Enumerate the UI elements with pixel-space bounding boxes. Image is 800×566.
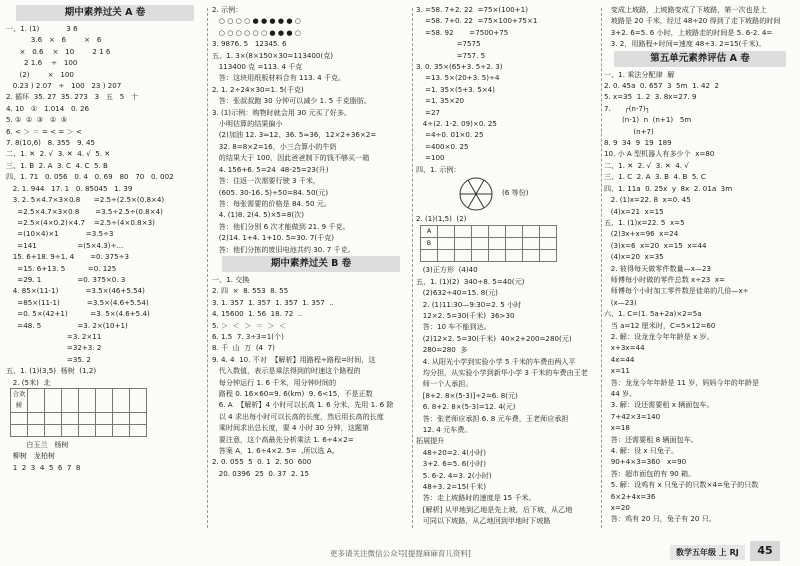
answer-line: 3+2. 6=5. 6 小时，上坡路走的时间是 5. 6-2. 4= bbox=[604, 27, 773, 37]
answer-line: 2. 0. 055 5 0. 1 2. 50 600 bbox=[212, 457, 312, 467]
answer-line: x=20 bbox=[604, 503, 630, 513]
answer-line: =1. 35×(5+3. 5×4) bbox=[416, 84, 495, 94]
answer-line: 二、1. ✕ 2. √ 3. ✕ 4. √ bbox=[604, 160, 689, 170]
answer-line: 5. ① ① ③ ① ⑤ bbox=[6, 115, 68, 125]
answer-line: =(10×4)×1 =3.5÷3 bbox=[6, 229, 114, 239]
answer-line: (2)632÷40=15. 8(元) bbox=[416, 288, 498, 298]
answer-line: 0.23 ) 2.07 ÷ 100 23 ) 207 bbox=[6, 81, 122, 91]
grid-cell bbox=[540, 250, 557, 262]
grid-cell bbox=[455, 237, 472, 249]
answer-line: (n-1) n (n+1) 5m bbox=[604, 115, 692, 125]
answer-line: 1 2 3 4 5 6 7 8 bbox=[6, 462, 81, 472]
answer-line: =141 =(5×4.3)÷... bbox=[6, 240, 124, 250]
answer-line: 12×2. 5=30(千米) 36>30 bbox=[416, 310, 515, 320]
answer-column-1 bbox=[6, 4, 204, 534]
answer-column-4 bbox=[604, 4, 796, 534]
answer-line: 均分担，从实验小学到新华小学 3 千米的车费由王老 bbox=[416, 367, 588, 377]
answer-line: =29. 1 =0. 375×0. 3 bbox=[6, 274, 126, 284]
answer-line: 一、1. (1) 3 6 bbox=[6, 24, 78, 33]
coordinate-grid bbox=[10, 388, 204, 437]
answer-line: 2. (1)x=22. 8 x=0. 45 bbox=[604, 195, 691, 205]
answer-column-3 bbox=[416, 4, 602, 534]
column-divider bbox=[412, 8, 413, 528]
answer-line: 答：还需要租 8 辆面包车。 bbox=[604, 434, 698, 444]
answer-line: 五、1. (1)(2) 340÷8. 5=40(元) bbox=[416, 276, 525, 286]
grid-cell bbox=[62, 424, 79, 436]
answer-line: 4. 从阳光小学到实验小学 5 千米的车费由两人平 bbox=[416, 356, 576, 366]
answer-line: x+3x=44 bbox=[604, 343, 645, 353]
answer-line: 当 a=12 厘米时，C=5×12=60 bbox=[604, 320, 716, 330]
answer-line: 六、1. C=(1. 5a+2a)×2=5a bbox=[604, 309, 702, 319]
answer-line: (3)正方形 (4)40 bbox=[416, 265, 478, 275]
answer-line: 3. =58. 7+2. 22 =75×(100+1) bbox=[416, 5, 528, 14]
answer-line: 4. 85×(11-1) =3.5×(46+5.54) bbox=[6, 286, 145, 296]
answer-line: 五、1. 3×(8×150×30=113400(克) bbox=[212, 50, 334, 60]
answer-line: 6. 8+2. 8×(5-3)=12. 4(元) bbox=[416, 402, 516, 412]
grid-cell: 合欢树 bbox=[11, 389, 28, 413]
grid-cell bbox=[113, 389, 130, 413]
answer-line: 2. 0. 45a 0. 657 3 5m 1. 42 2 bbox=[604, 81, 720, 91]
answer-line: (2)加油 12. 3≈12、36. 5≈36，12×2+36×2= bbox=[212, 130, 377, 140]
answer-line: 48÷3. 2=15(千米) bbox=[416, 482, 486, 492]
answer-line: 5. 解：设鸡有 x 只兔子的只数×4=兔子的只数 bbox=[604, 480, 759, 490]
answer-line: 4. 10 ① 1.014 0. 26 bbox=[6, 103, 90, 113]
grid-cell bbox=[489, 237, 506, 249]
grid-cell bbox=[523, 225, 540, 237]
answer-line: x=11 bbox=[604, 366, 630, 376]
answer-line: 四、1. 11a 0. 25x y 8x 2. 01a 3m bbox=[604, 183, 733, 193]
column-divider bbox=[601, 8, 602, 528]
answer-line: 乘时间求出总长度，要 4 小时 30 分钟，这题第 bbox=[212, 423, 370, 433]
answer-line: 32. 8=8×2=16，小三合算小的牛奶 bbox=[212, 141, 337, 151]
answer-line: 2. 解：设龙龙今年年龄是 x 岁。 bbox=[604, 331, 714, 341]
circle-sector-line bbox=[468, 194, 476, 208]
answer-line: 10. 小 A 型机器人有多少个 x=80 bbox=[604, 149, 715, 159]
answer-line: [解析] 从甲地到乙地是先上坡，后下坡，从乙地 bbox=[416, 504, 573, 514]
grid-cell: B bbox=[421, 237, 438, 249]
coordinate-grid bbox=[420, 225, 602, 263]
answer-line: 坡路是 20 千米，经过 48÷20 得到了走下坡路的时间 bbox=[604, 16, 781, 26]
grid-cell bbox=[28, 389, 45, 413]
answer-line: 一、1. 交换 bbox=[212, 274, 250, 284]
answer-line: 3.6 × 6 × 6 bbox=[6, 35, 102, 45]
answer-line: 2. 循环 35. 27 35. 273 3 五 5 十 bbox=[6, 92, 139, 102]
answer-line: 答：这块用纸板材料合有 113. 4 千克。 bbox=[212, 73, 346, 83]
answer-line: 代入数值，表示是乘法得到的时速这个路程的 bbox=[212, 366, 361, 376]
answer-line: 答：龙龙今年年龄是 11 岁，妈妈今年的年龄是 bbox=[604, 377, 760, 387]
answer-line: =3. 2×11 bbox=[6, 331, 102, 341]
grid-cell bbox=[45, 424, 62, 436]
answer-line: 答：10 车不能到达。 bbox=[416, 322, 491, 332]
answer-line: 5. ＞ ＜ ＞ ＝ ＞ ＜ bbox=[212, 320, 287, 330]
answer-line: 6×2+4x=36 bbox=[604, 491, 656, 501]
answer-line: 答案 A，1. 6÷4×2. 5= ,所以选 A。 bbox=[212, 446, 339, 456]
answer-line: (4)x=20 x=35 bbox=[604, 252, 664, 262]
answer-line: (2)12×2. 5=30(千米) 40×2+200=280(元) bbox=[416, 333, 572, 343]
answer-line: 答：他们分别 6 次才能做到 21. 9 千克。 bbox=[212, 221, 350, 231]
grid-cell bbox=[130, 424, 147, 436]
answer-line: 4÷(2. 1-2. 09)×0. 25 bbox=[416, 119, 497, 129]
answer-line: 7+42×3=140 bbox=[604, 411, 661, 421]
answer-line: 答：张老师应承担 6. 8 元车费，王老师应承担 bbox=[416, 413, 569, 423]
answer-line: 20. 0396 25 0. 37 2. 15 bbox=[212, 468, 310, 478]
answer-line: 答：每张需要的价格是 84. 50 元。 bbox=[212, 198, 331, 208]
answer-line: 五、1. (1)x=22. 5 x=5 bbox=[604, 217, 685, 227]
answer-line: 2 1.6 ÷ 100 bbox=[6, 58, 78, 68]
answer-line: 二、1. ✕ 2. √ 3. ✕ 4. √ 5. ✕ bbox=[6, 149, 111, 159]
grid-cell bbox=[79, 424, 96, 436]
answer-line: 3. 2，用路程÷时间=速度 48÷3. 2=15(千米)。 bbox=[604, 39, 766, 49]
answer-line: 44 岁。 bbox=[604, 389, 637, 398]
answer-line: 2. 1. 2÷24×30=1. 5(千克) bbox=[212, 84, 304, 94]
grid-cell bbox=[506, 250, 523, 262]
answer-line: =4÷0. 01×0. 25 bbox=[416, 130, 484, 140]
answer-line: =58. 92 =7500+75 bbox=[416, 27, 509, 37]
answer-line: =32+3. 2 bbox=[6, 343, 102, 353]
answer-line: 9. 4. 4 10. 不对 【解析】用路程÷路程=时间，这 bbox=[212, 354, 376, 364]
answer-line: 3. 1. 357 1. 357 1. 357 1. 357 .. bbox=[212, 297, 334, 307]
answer-line: 一、1. 乘法分配律 解 bbox=[604, 69, 675, 79]
answer-line: =15. 6+13. 5 =0. 125 bbox=[6, 263, 117, 273]
answer-line: 路程 0. 16×60=9. 6(km) 9. 6<15，不是正数 bbox=[212, 389, 373, 398]
grid-cell bbox=[438, 225, 455, 237]
answer-line: 答：往返一次需要行驶 3 千米， bbox=[212, 176, 321, 186]
grid-cell bbox=[28, 424, 45, 436]
answer-line: 要注意，这个高最先分析乘法 1. 6÷4×2= bbox=[212, 434, 354, 444]
page-footer bbox=[0, 540, 800, 566]
answer-line: × 0.6 × 10 2 1 6 bbox=[6, 46, 111, 56]
answer-line: 3. (1)示例：购物时就会用 30 元买了好多。 bbox=[212, 107, 352, 117]
answer-line: =100 bbox=[416, 153, 445, 163]
grid-cell bbox=[79, 389, 96, 413]
answer-line: 答：鸡有 20 只，兔子有 20 只。 bbox=[604, 514, 716, 524]
grid-cell bbox=[489, 250, 506, 262]
answer-line: (2) × 100 bbox=[6, 69, 74, 79]
answer-line: (4)x=21 x=15 bbox=[604, 206, 664, 216]
circle-sector-line bbox=[476, 180, 484, 194]
answer-line: =0. 5×(42+1) =3. 5×(4.6+5.4) bbox=[6, 309, 150, 319]
answer-line: 答：超市面包的有 90 箱。 bbox=[604, 468, 696, 478]
grid-cell bbox=[455, 225, 472, 237]
circle-label: (6 等份) bbox=[502, 188, 529, 198]
answer-line: 白玉兰 杨树 bbox=[6, 439, 69, 449]
answer-line: =1. 35×20 bbox=[416, 96, 464, 106]
answer-line: 4x=44 bbox=[604, 354, 635, 364]
answer-line: 48÷20=2. 4(小时) bbox=[416, 447, 486, 457]
answer-line: 113400 克 =113. 4 千克 bbox=[212, 62, 303, 72]
answer-line: (2)3x+x=96 x=24 bbox=[604, 229, 679, 239]
grid-cell bbox=[113, 424, 130, 436]
answer-line: 变成上坡路，上坡路变成了下坡路，第一次也是上 bbox=[604, 5, 767, 14]
answer-line: =35. 2 bbox=[6, 354, 91, 364]
grid-cell bbox=[96, 424, 113, 436]
answer-line: =48. 5 =3. 2×(10+1) bbox=[6, 320, 128, 330]
grid-cell bbox=[472, 237, 489, 249]
answer-line: =13. 5×(20+3. 5)÷4 bbox=[416, 73, 500, 83]
grid-cell bbox=[62, 389, 79, 413]
answer-line: 2. 四 × 8. 553 8. 55 bbox=[212, 286, 289, 296]
answer-line: 五、1. (1)(3,5) 杨树 (1,2) bbox=[6, 366, 97, 376]
grid-cell bbox=[472, 250, 489, 262]
grid-cell bbox=[540, 237, 557, 249]
grid-cell bbox=[130, 412, 147, 424]
grid-cell bbox=[11, 412, 28, 424]
grid-cell bbox=[79, 412, 96, 424]
answer-line: 柳树 龙柏树 bbox=[6, 451, 55, 461]
answer-line: 以 4 求出每小时可以长高的长度，然后用长高的长度 bbox=[212, 411, 384, 421]
answer-line: (2)14. 1+4. 1+10. 5=30. 7(千克) bbox=[212, 233, 335, 243]
grid-cell bbox=[523, 250, 540, 262]
book-tag: 数学五年级 上 RJ bbox=[670, 545, 745, 560]
answer-line: 每分钟运行 1. 6 千米，用分钟时间的 bbox=[212, 377, 337, 387]
answer-line: =7575 bbox=[416, 39, 481, 49]
footer-note: 更多请关注微信公众号[提提麻麻育儿资料] bbox=[330, 549, 471, 558]
circle-diagram bbox=[456, 175, 496, 213]
answer-line: ○ ○ ○ ○ ● ● ● ● ● ○ bbox=[212, 16, 301, 26]
grid-cell bbox=[96, 412, 113, 424]
answer-line: 三、1. B 2. A 3. C 4. C 5. B bbox=[6, 160, 108, 170]
section-title: 期中素养过关 B 卷 bbox=[222, 256, 400, 272]
grid-cell: A bbox=[421, 225, 438, 237]
answer-line: 拓展提升 bbox=[416, 436, 445, 446]
answer-line: =400×0. 25 bbox=[416, 141, 469, 151]
circle-sector-line bbox=[468, 180, 476, 194]
answer-line: 12. 4 元车费。 bbox=[416, 425, 472, 434]
answer-line: 四、1. 示例： bbox=[416, 164, 461, 174]
answer-line: 5. 6-2. 4=3. 2(小时) bbox=[416, 470, 492, 480]
answer-line: 6. < ＞ ＝ = < = ＞ < bbox=[6, 126, 82, 136]
answer-line: 2. (5米) 北 bbox=[6, 377, 51, 387]
grid-cell bbox=[113, 412, 130, 424]
answer-line: [8+2. 8×(5-3)]÷2=6. 8(元) bbox=[416, 390, 518, 400]
answer-line: 2. (1)(1,5) (2) bbox=[416, 214, 467, 224]
grid-cell bbox=[438, 250, 455, 262]
answer-line: 8. 9 34 9 19 189 bbox=[604, 138, 672, 148]
answer-line: (n+7) bbox=[604, 126, 654, 136]
page-number: 45 bbox=[750, 541, 780, 561]
grid-cell bbox=[438, 237, 455, 249]
circle-sector-line bbox=[476, 194, 484, 208]
section-title: 第五单元素养评估 A 卷 bbox=[614, 51, 786, 67]
answer-line: 2. 1. 944 17. 1 0. 85045 1. 39 bbox=[6, 183, 133, 193]
answer-line: 6. 1.5 7. 3÷3=1(个) bbox=[212, 331, 284, 341]
answer-line: 7. ┌(n-7)┐ bbox=[604, 103, 650, 113]
answer-line: =58. 7+0. 22 =75×100+75×1 bbox=[416, 16, 538, 26]
answer-line: 280=280 多 bbox=[416, 345, 468, 355]
grid-cell bbox=[11, 424, 28, 436]
answer-line: 15. 6+18. 9÷1. 4 =0. 375÷3 bbox=[6, 252, 130, 262]
answer-line: =85×(11-1) =3.5×(4.6+5.54) bbox=[6, 297, 149, 307]
answer-line: 小明估算的结果偏小 bbox=[212, 119, 283, 129]
grid-cell bbox=[489, 225, 506, 237]
answer-line: x=18 bbox=[604, 423, 630, 433]
answer-column-2 bbox=[212, 4, 410, 534]
answer-line: 答：走上坡路时的速度是 15 千米。 bbox=[416, 493, 536, 503]
grid-cell bbox=[506, 225, 523, 237]
answer-line: =757. 5 bbox=[416, 50, 486, 60]
answer-line: 师一个人承担。 bbox=[416, 379, 473, 389]
answer-line: 3. 2. 5×4.7×3×0.8 =2.5÷(2.5×(0.8×4) bbox=[6, 195, 165, 205]
answer-line: =2.5×(4×0.2)×4.7 =2.5÷(4×0.8×3) bbox=[6, 217, 155, 227]
answer-line: 师傅每个小时加工零件数是徒弟的几倍—x÷ bbox=[604, 286, 749, 296]
answer-line: 的结果大于 100，因此爸爸制下的钱不够买一箱 bbox=[212, 153, 370, 163]
answer-line: 3. 0. 35×(65+3. 5÷2. 3) bbox=[416, 62, 503, 72]
grid-cell bbox=[45, 389, 62, 413]
answer-line: 四、1. 71 0. 056 0. 4 0. 69 80 70 0. 002 bbox=[6, 172, 174, 182]
answer-line: 三、1. C 2. A 3. B 4. B 5. C bbox=[604, 172, 706, 182]
answer-line: 师傅每小时做的零件总数 x÷23 x= bbox=[604, 274, 725, 284]
answer-line: 3. 9876. 5 12345. 6 bbox=[212, 39, 287, 49]
grid-cell bbox=[130, 389, 147, 413]
answer-line: 4. 15600 1. 56 18. 72 .. bbox=[212, 309, 303, 319]
answer-line: (3)x=6 x=20 x=15 x=44 bbox=[604, 240, 707, 250]
grid-cell bbox=[540, 225, 557, 237]
answer-line: 4. 解：设 x 只兔子。 bbox=[604, 446, 679, 456]
grid-cell bbox=[421, 250, 438, 262]
grid-cell bbox=[62, 412, 79, 424]
answer-line: 7. 8(10,6) 8. 355 9. 45 bbox=[6, 138, 96, 148]
grid-cell bbox=[45, 412, 62, 424]
answer-line: 2. 示例： bbox=[212, 5, 243, 14]
divided-circle bbox=[456, 175, 602, 213]
answer-line: 2. (1)11:30—9:30=2. 5 小时 bbox=[416, 299, 522, 309]
grid-cell bbox=[472, 225, 489, 237]
grid-cell bbox=[455, 250, 472, 262]
answer-line: 可同以下坡路，从乙地回到甲地时下坡路 bbox=[416, 516, 551, 526]
column-divider bbox=[207, 8, 208, 528]
answer-line: 2. 彼得每天做零件数量—x—23 bbox=[604, 263, 712, 273]
grid-cell bbox=[96, 389, 113, 413]
answer-line: 答：他们分拣的废旧电池共约 30. 7 千克。 bbox=[212, 244, 355, 254]
answer-line: 4. 156+6. 5=24 48-25=23(升) bbox=[212, 164, 329, 174]
answer-line: 3. 解：设还需要租 x 辆面包车。 bbox=[604, 400, 714, 410]
answer-line: 6. A 【解析】4 小时可以长高 1. 6 分米，先用 1. 6 除 bbox=[212, 400, 394, 410]
answer-line: (605. 30-16. 5)÷50=84. 50(元) bbox=[212, 187, 329, 197]
answer-line: 3+2. 6=5. 6(小时) bbox=[416, 459, 486, 469]
answer-line: 90+4×3=360 x=90 bbox=[604, 457, 687, 467]
grid-cell bbox=[506, 237, 523, 249]
answer-line: (x—23) bbox=[604, 297, 637, 307]
grid-cell bbox=[523, 237, 540, 249]
section-title: 期中素养过关 A 卷 bbox=[16, 5, 194, 21]
answer-line: 8. 千 山 万 (4 7) bbox=[212, 343, 275, 353]
answer-line: =2.5×4.7×3×0.8 =3.5÷2.5÷(0.8×4) bbox=[6, 206, 163, 216]
answer-line: 答：张叔叔跑 30 分钟可以减少 1. 5 千克脂肪。 bbox=[212, 96, 371, 106]
answer-line: =27 bbox=[416, 107, 440, 117]
answer-line: 4. (1)8. 2(4. 5)×5=8(次) bbox=[212, 210, 304, 220]
grid-cell bbox=[28, 412, 45, 424]
answer-line: 5. x=35 1. 2 3. 8x=27. 9 bbox=[604, 92, 697, 102]
answer-line: ○ ○ ○ ○ ○ ○ ● ● ● ○ bbox=[212, 27, 301, 37]
